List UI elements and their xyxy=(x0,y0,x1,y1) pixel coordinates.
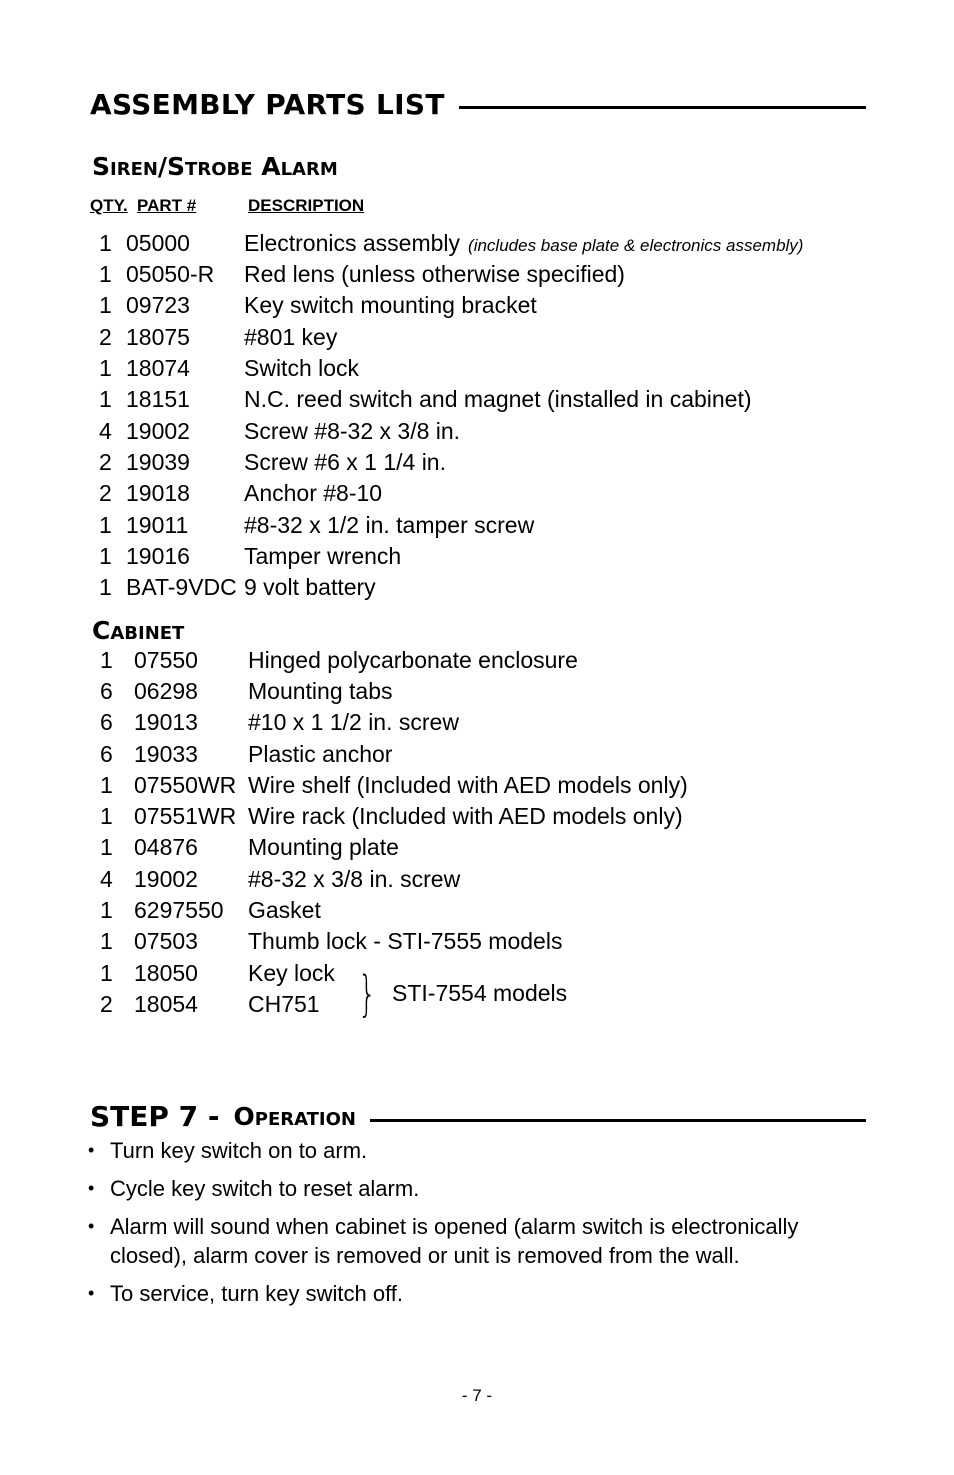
bullet-dot-icon: • xyxy=(88,1216,95,1236)
part-number: 19033 xyxy=(134,741,198,767)
description: CH751 xyxy=(248,991,320,1017)
description: 9 volt battery xyxy=(244,574,376,600)
qty: 2 xyxy=(99,324,112,350)
qty: 4 xyxy=(99,418,112,444)
description: N.C. reed switch and magnet (installed in cabinet) xyxy=(244,386,752,412)
bullet-text: Turn key switch on to arm. xyxy=(110,1138,368,1163)
qty: 1 xyxy=(99,512,112,538)
page-number: - 7 - xyxy=(461,1386,493,1405)
bullet-text: Alarm will sound when cabinet is opened (alarm switch is electronically closed), alarm cover is removed or unit is removed from the wall. xyxy=(110,1214,799,1268)
qty: 1 xyxy=(99,386,112,412)
qty: 1 xyxy=(99,261,112,287)
description: Hinged polycarbonate enclosure xyxy=(248,647,578,673)
description: Key switch mounting bracket xyxy=(244,292,537,318)
part-number: 19013 xyxy=(134,709,198,735)
heading-rule xyxy=(459,106,866,109)
part-number: BAT-9VDC xyxy=(126,574,237,600)
part-number: 04876 xyxy=(134,834,198,860)
bullet-dot-icon: • xyxy=(88,1178,95,1198)
description-note: (includes base plate & electronics assembly) xyxy=(468,236,804,255)
description: Anchor #8-10 xyxy=(244,480,383,506)
qty: 1 xyxy=(100,647,113,673)
qty: 1 xyxy=(100,834,113,860)
qty: 1 xyxy=(100,960,113,986)
bullet-dot-icon: • xyxy=(88,1140,95,1160)
part-number: 06298 xyxy=(134,678,198,704)
description xyxy=(244,228,803,261)
part-number: 09723 xyxy=(126,292,190,318)
part-number: 07551WR xyxy=(134,803,237,829)
part-number: 05050-R xyxy=(126,261,215,287)
cabinet-section-title: Cabinet xyxy=(92,616,185,645)
qty: 2 xyxy=(99,480,112,506)
qty: 1 xyxy=(99,543,112,569)
description: Wire rack (Included with AED models only) xyxy=(248,803,683,829)
part-number: 19002 xyxy=(126,418,190,444)
siren-section-title: Siren/Strobe Alarm xyxy=(92,152,338,181)
qty: 1 xyxy=(100,772,113,798)
description: Red lens (unless otherwise specified) xyxy=(244,261,625,287)
part-number: 19018 xyxy=(126,480,190,506)
heading-rule xyxy=(370,1119,866,1122)
step-title: Operation xyxy=(233,1101,356,1131)
bullet-text: To service, turn key switch off. xyxy=(110,1281,404,1306)
qty: 2 xyxy=(100,991,113,1017)
description: #8-32 x 1/2 in. tamper screw xyxy=(244,512,535,538)
description: Tamper wrench xyxy=(244,543,402,569)
description: Key lock xyxy=(248,960,335,986)
part-number: 6297550 xyxy=(134,897,224,923)
description: Switch lock xyxy=(244,355,360,381)
description: Gasket xyxy=(248,897,321,923)
description: #801 key xyxy=(244,324,338,350)
description: #10 x 1 1/2 in. screw xyxy=(248,709,459,735)
brace-group-label: STI-7554 models xyxy=(392,980,568,1006)
bullet-dot-icon: • xyxy=(88,1283,95,1303)
bullet-item xyxy=(88,1174,868,1203)
qty: 1 xyxy=(99,230,112,256)
description: Screw #8-32 x 3/8 in. xyxy=(244,418,461,444)
description: #8-32 x 3/8 in. screw xyxy=(248,866,461,892)
part-number: 18054 xyxy=(134,991,198,1017)
qty: 6 xyxy=(100,709,113,735)
part-number: 18075 xyxy=(126,324,190,350)
qty: 1 xyxy=(99,292,112,318)
part-number: 05000 xyxy=(126,230,190,256)
part-number: 07503 xyxy=(134,928,198,954)
description: Plastic anchor xyxy=(248,741,393,767)
qty: 1 xyxy=(100,928,113,954)
qty: 2 xyxy=(99,449,112,475)
description: Mounting tabs xyxy=(248,678,393,704)
qty: 1 xyxy=(99,355,112,381)
heading-title: ASSEMBLY PARTS LIST xyxy=(90,87,445,121)
col-header-qty: QTY. xyxy=(90,196,128,215)
right-brace: } xyxy=(358,966,377,1022)
assembly-parts-list-heading xyxy=(90,84,866,124)
part-number: 19002 xyxy=(134,866,198,892)
bullet-item xyxy=(88,1136,868,1165)
part-number: 19039 xyxy=(126,449,190,475)
qty: 6 xyxy=(100,678,113,704)
qty: 1 xyxy=(100,897,113,923)
qty: 1 xyxy=(99,574,112,600)
description-text: Electronics assembly xyxy=(244,230,461,256)
bullet-text: Cycle key switch to reset alarm. xyxy=(110,1176,420,1201)
part-number: 18050 xyxy=(134,960,198,986)
bullet-item xyxy=(88,1212,868,1270)
col-header-part: PART # xyxy=(137,196,197,215)
part-number: 07550 xyxy=(134,647,198,673)
part-number: 19011 xyxy=(126,512,189,538)
col-header-description: DESCRIPTION xyxy=(248,196,365,215)
qty: 6 xyxy=(100,741,113,767)
description: Mounting plate xyxy=(248,834,399,860)
part-number: 19016 xyxy=(126,543,190,569)
part-number: 07550WR xyxy=(134,772,237,798)
qty: 1 xyxy=(100,803,113,829)
description: Wire shelf (Included with AED models only) xyxy=(248,772,688,798)
step7-heading xyxy=(90,1096,866,1136)
part-number: 18074 xyxy=(126,355,190,381)
part-number: 18151 xyxy=(126,386,190,412)
step-number: STEP 7 - xyxy=(90,1099,220,1133)
operation-bullet-list xyxy=(88,1136,868,1317)
description: Thumb lock - STI-7555 models xyxy=(248,928,563,954)
description: Screw #6 x 1 1/4 in. xyxy=(244,449,446,475)
bullet-item xyxy=(88,1279,868,1308)
qty: 4 xyxy=(100,866,113,892)
